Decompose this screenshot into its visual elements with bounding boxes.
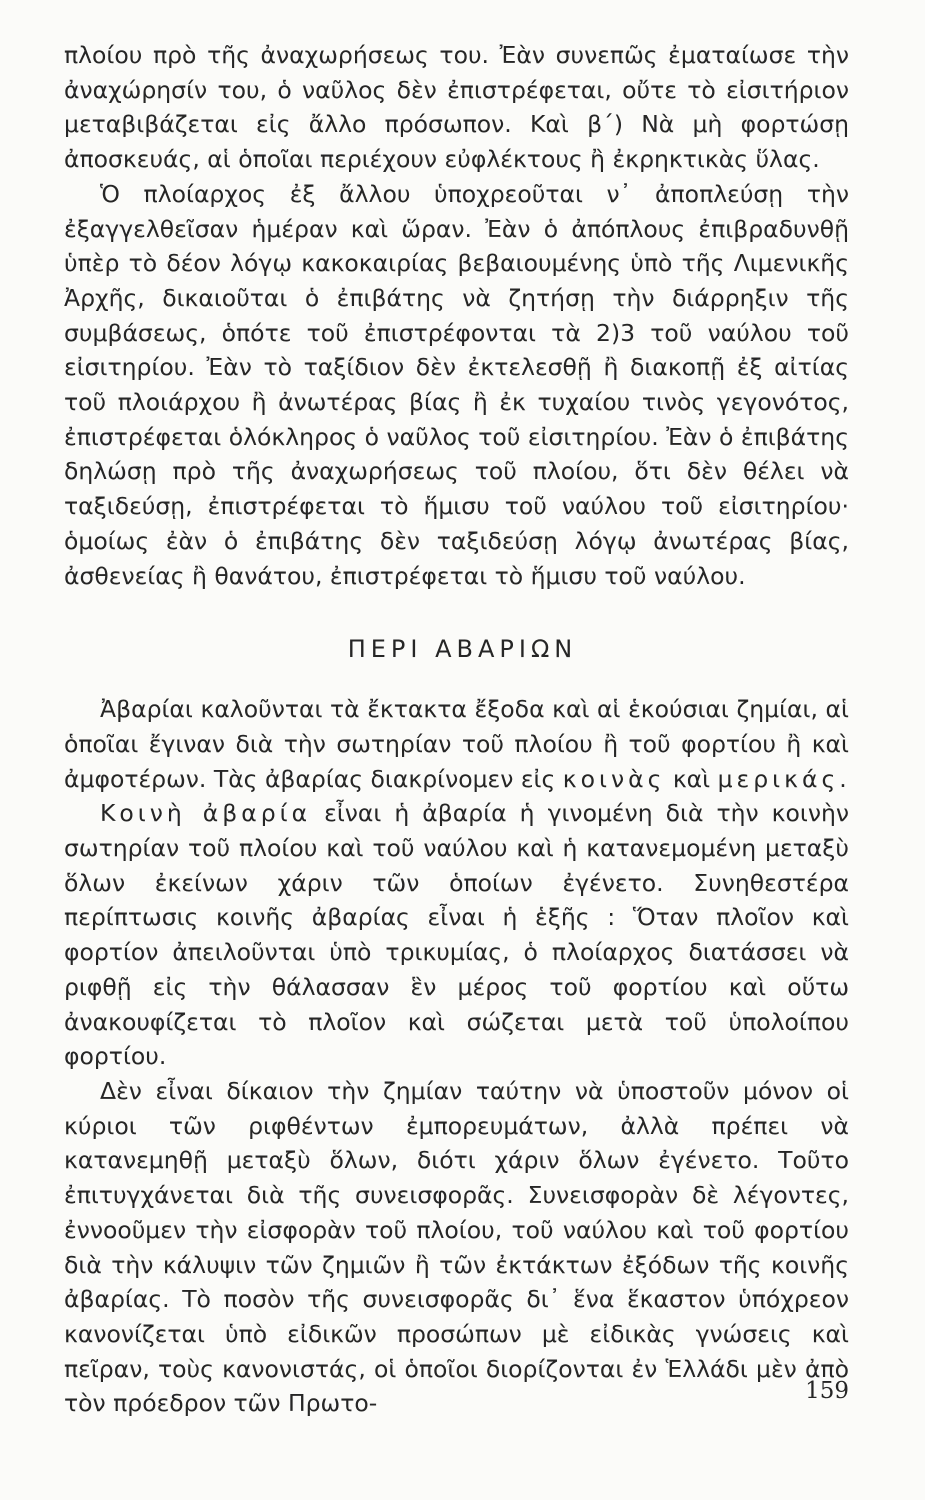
intro-connector: καὶ xyxy=(665,764,718,793)
section-heading: ΠΕΡΙ ΑΒΑΡΙΩΝ xyxy=(347,635,578,664)
term-particular: μερικάς xyxy=(717,764,840,793)
paragraph-common-average xyxy=(64,796,849,1074)
paragraph-contribution: Δὲν εἶναι δίκαιον τὴν ζημίαν ταύτην νὰ ὑποστοῦν μόνον οἱ κύριοι τῶν ριφθέντων ἐμπορευμάτων, ἀλλὰ πρέπει νὰ κατανεμηθῇ μεταξὺ ὅλων, διότι χάριν ὅλων ἐγένετο. Τοῦτο ἐπιτυγχάνεται διὰ τῆς συνεισφορᾶς. Συνεισφορὰν δὲ λέγοντες, ἐννοοῦμεν τὴν εἰσφορὰν τοῦ πλοίου, τοῦ ναύλου καὶ τοῦ φορτίου διὰ τὴν κάλυψιν τῶν ζημιῶν ἢ τῶν ἐκτάκτων ἐξόδων τῆς κοινῆς ἀβαρίας. Τὸ ποσὸν τῆς συνεισφορᾶς δι᾿ ἕνα ἕκαστον ὑπόχρεον κανονίζεται ὑπὸ εἰδικῶν προσώπων μὲ εἰδικὰς γνώσεις καὶ πεῖραν, τοὺς κανονιστάς, οἱ ὁποῖοι διορίζονται ἐν Ἑλλάδι μὲν ἀπὸ τὸν πρόεδρον τῶν Πρωτο- xyxy=(64,1076,849,1418)
paragraph-average-definition xyxy=(64,692,849,796)
page-number: 159 xyxy=(805,1378,849,1404)
paragraph-continuation: πλοίου πρὸ τῆς ἀναχωρήσεως του. Ἐὰν συνεπῶς ἐματαίωσε τὴν ἀναχώρησίν του, ὁ ναῦλος δὲν ἐπιστρέφεται, οὔτε τὸ εἰσιτήριον μεταβιβάζεται εἰς ἄλλο πρόσωπον. Καὶ β΄) Νὰ μὴ φορτώσῃ ἀποσκευάς, αἱ ὁποῖαι περιέχουν εὐφλέκτους ἢ ἐκρηκτικὰς ὕλας. xyxy=(64,41,849,174)
term-common-average: Κοινὴ ἀβαρία xyxy=(100,799,312,828)
intro-end: . xyxy=(839,764,847,793)
term-common: κοινὰς xyxy=(562,764,666,793)
paragraph-captain-obligations: Ὁ πλοίαρχος ἐξ ἄλλου ὑποχρεοῦται ν᾿ ἀποπλεύσῃ τὴν ἐξαγγελθεῖσαν ἡμέραν καὶ ὥραν. Ἐὰν ὁ ἀπόπλους ἐπιβραδυνθῇ ὑπὲρ τὸ δέον λόγῳ κακοκαιρίας βεβαιουμένης ὑπὸ τῆς Λιμενικῆς Ἀρχῆς, δικαιοῦται ὁ ἐπιβάτης νὰ ζητήσῃ τὴν διάρρηξιν τῆς συμβάσεως, ὁπότε τοῦ ἐπιστρέφονται τὰ 2)3 τοῦ ναύλου τοῦ εἰσιτηρίου. Ἐὰν τὸ ταξίδιον δὲν ἐκτελεσθῇ ἢ διακοπῇ ἐξ αἰτίας τοῦ πλοιάρχου ἢ ἀνωτέρας βίας ἢ ἐκ τυχαίου τινὸς γεγονότος, ἐπιστρέφεται ὁλόκληρος ὁ ναῦλος τοῦ εἰσιτηρίου. Ἐὰν ὁ ἐπιβάτης δηλώσῃ πρὸ τῆς ἀναχωρήσεως τοῦ πλοίου, ὅτι δὲν θέλει νὰ ταξιδεύσῃ, ἐπιστρέφεται τὸ ἥμισυ τοῦ ναύλου τοῦ εἰσιτηρίου· ὁμοίως ἐὰν ὁ ἐπιβάτης δὲν ταξιδεύσῃ λόγῳ ἀνωτέρας βίας, ἀσθενείας ἢ θανάτου, ἐπιστρέφεται τὸ ἥμισυ τοῦ ναύλου. xyxy=(64,179,849,590)
common-average-text: εἶναι ἡ ἀβαρία ἡ γινομένη διὰ τὴν κοινὴν σωτηρίαν τοῦ πλοίου καὶ τοῦ ναύλου καὶ ἡ κατανεμομένη μεταξὺ ὅλων ἐκείνων χάριν τῶν ὁποίων ἐγένετο. Συνηθεστέρα περίπτωσις κοινῆς ἀβαρίας εἶναι ἡ ἑξῆς : Ὅταν πλοῖον καὶ φορτίον ἀπειλοῦνται ὑπὸ τρικυμίας, ὁ πλοίαρχος διατάσσει νὰ ριφθῇ εἰς τὴν θάλασσαν ἓν μέρος τοῦ φορτίου καὶ οὕτω ἀνακουφίζεται τὸ πλοῖον καὶ σώζεται μετὰ τοῦ ὑπολοίπου φορτίου. xyxy=(64,799,849,1071)
intro-text: Ἀβαρίαι καλοῦνται τὰ ἔκτακτα ἔξοδα καὶ αἱ ἑκούσιαι ζημίαι, αἱ ὁποῖαι ἔγιναν διὰ τὴν σωτηρίαν τοῦ πλοίου ἢ τοῦ φορτίου ἢ καὶ ἀμφοτέρων. Τὰς ἀβαρίας διακρίνομεν εἰς xyxy=(64,695,849,793)
